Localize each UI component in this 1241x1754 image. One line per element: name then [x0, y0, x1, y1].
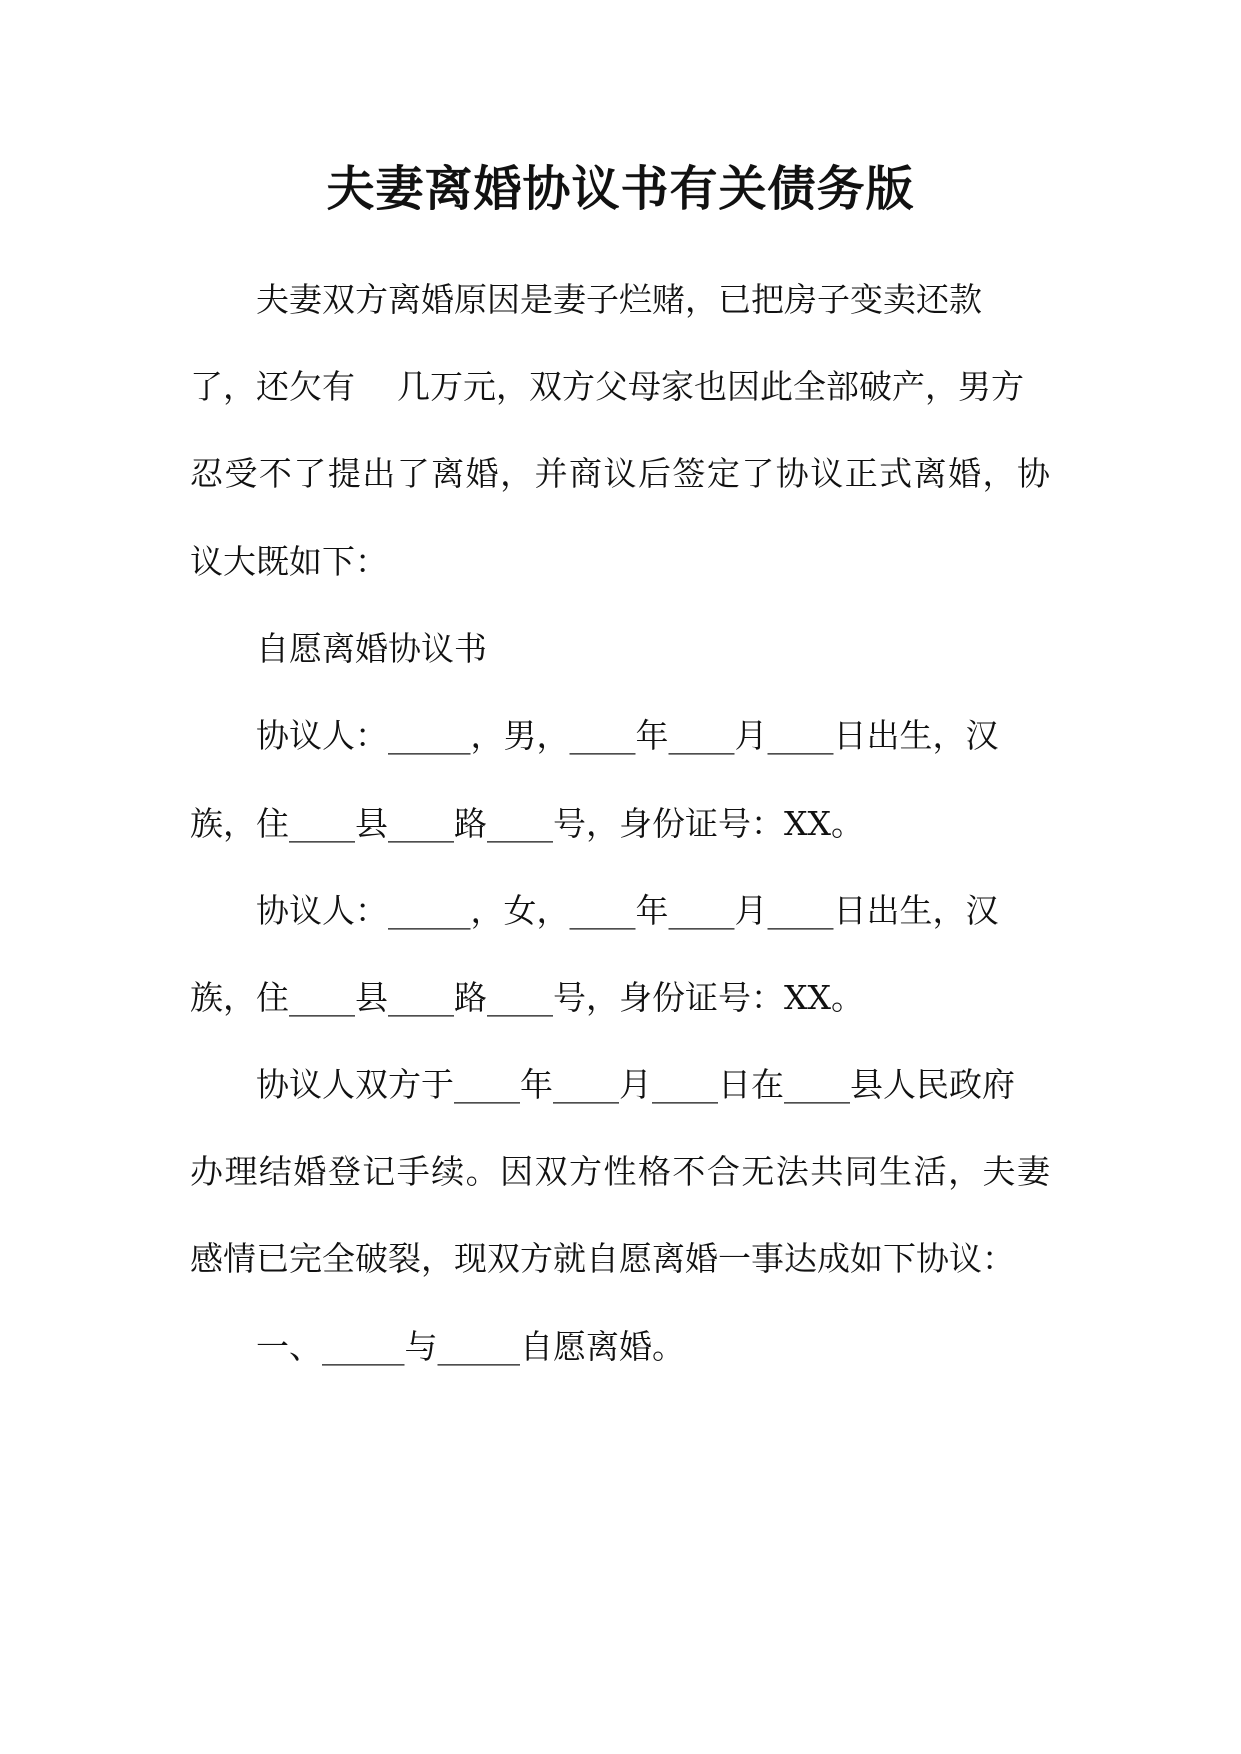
- marriage-info-line-1: 协议人双方于____年____月____日在____县人民政府: [256, 1065, 1015, 1104]
- paragraph-line-3: 忍受不了提出了离婚，并商议后签定了协议正式离婚，协: [190, 454, 1050, 493]
- agreement-heading: 自愿离婚协议书: [256, 629, 487, 668]
- party-male-line-1: 协议人：_____，男，____年____月____日出生，汉: [256, 716, 999, 755]
- marriage-info-line-2: 办理结婚登记手续。因双方性格不合无法共同生活，夫妻: [190, 1152, 1050, 1191]
- party-female-line-1: 协议人：_____，女，____年____月____日出生，汉: [256, 891, 999, 930]
- paragraph-line-2: 了，还欠有 几万元，双方父母家也因此全部破产，男方: [190, 367, 1024, 406]
- party-male-line-2: 族，住____县____路____号，身份证号：XX。: [190, 804, 864, 843]
- paragraph-line-1: 夫妻双方离婚原因是妻子烂赌，已把房子变卖还款: [256, 280, 982, 319]
- paragraph-line-4: 议大既如下：: [190, 542, 388, 581]
- clause-one: 一、_____与_____自愿离婚。: [256, 1327, 685, 1366]
- document-title: 夫妻离婚协议书有关债务版: [326, 161, 915, 217]
- party-female-line-2: 族，住____县____路____号，身份证号：XX。: [190, 978, 864, 1017]
- marriage-info-line-3: 感情已完全破裂，现双方就自愿离婚一事达成如下协议：: [190, 1239, 1015, 1278]
